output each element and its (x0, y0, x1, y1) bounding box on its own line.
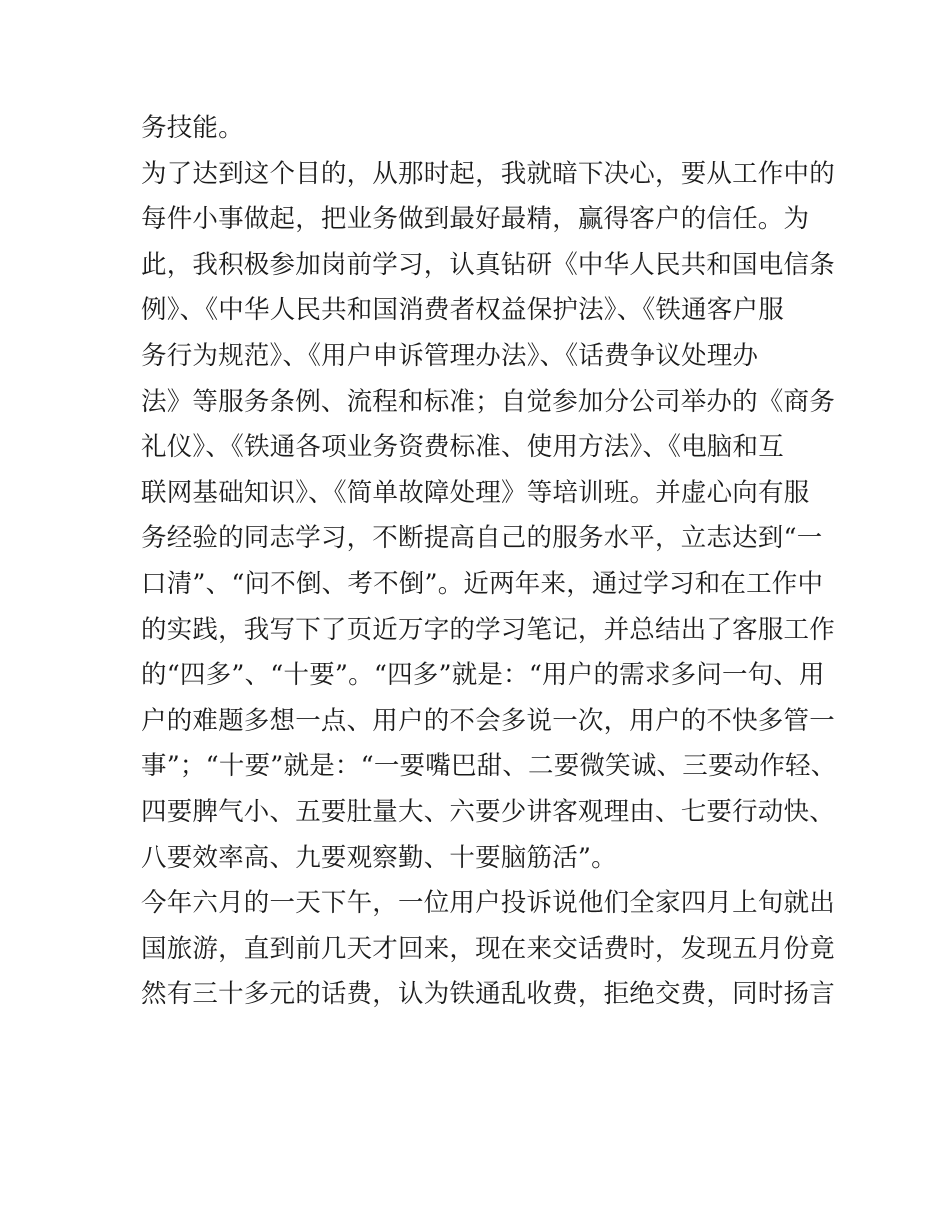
text-line: 国旅游，直到前几天才回来，现在来交话费时，发现五月份竟 (141, 933, 835, 964)
text-line: 今年六月的一天下午，一位用户投诉说他们全家四月上旬就出 (141, 888, 835, 919)
text-line: 事”；“十要”就是：“一要嘴巴甜、二要微笑诚、三要动作轻、 (141, 751, 837, 782)
text-line: 联网基础知识》、《简单故障处理》等培训班。并虚心向有服 (141, 477, 810, 508)
text-line: 的“四多”、“十要”。“四多”就是：“用户的需求多问一句、用 (141, 660, 825, 691)
text-line: 然有三十多元的话费，认为铁通乱收费，拒绝交费，同时扬言 (141, 979, 835, 1010)
text-line: 务经验的同志学习，不断提高自己的服务水平，立志达到“一 (141, 523, 823, 554)
text-line: 例》、《中华人民共和国消费者权益保护法》、《铁通客户服 (141, 295, 784, 326)
text-line: 口清”、“问不倒、考不倒”。近两年来，通过学习和在工作中 (141, 568, 824, 599)
text-line: 户的难题多想一点、用户的不会多说一次，用户的不快多管一 (141, 705, 835, 736)
text-line: 礼仪》、《铁通各项业务资费标准、使用方法》、《电脑和互 (141, 432, 784, 463)
text-line: 四要脾气小、五要肚量大、六要少讲客观理由、七要行动快、 (141, 796, 835, 827)
text-line: 务技能。 (141, 113, 244, 143)
text-line: 每件小事做起，把业务做到最好最精，赢得客户的信任。为 (141, 204, 810, 235)
text-line: 此，我积极参加岗前学习，认真钻研《中华人民共和国电信条 (141, 249, 835, 280)
text-line: 的实践，我写下了页近万字的学习笔记，并总结出了客服工作 (141, 614, 835, 645)
text-line: 为了达到这个目的，从那时起，我就暗下决心，要从工作中的 (141, 158, 835, 189)
text-line: 八要效率高、九要观察勤、十要脑筋活”。 (141, 842, 617, 873)
text-line: 务行为规范》、《用户申诉管理办法》、《话费争议处理办 (141, 340, 759, 371)
document-body (141, 106, 837, 1018)
text-line: 法》等服务条例、流程和标准；自觉参加分公司举办的《商务 (141, 386, 835, 417)
